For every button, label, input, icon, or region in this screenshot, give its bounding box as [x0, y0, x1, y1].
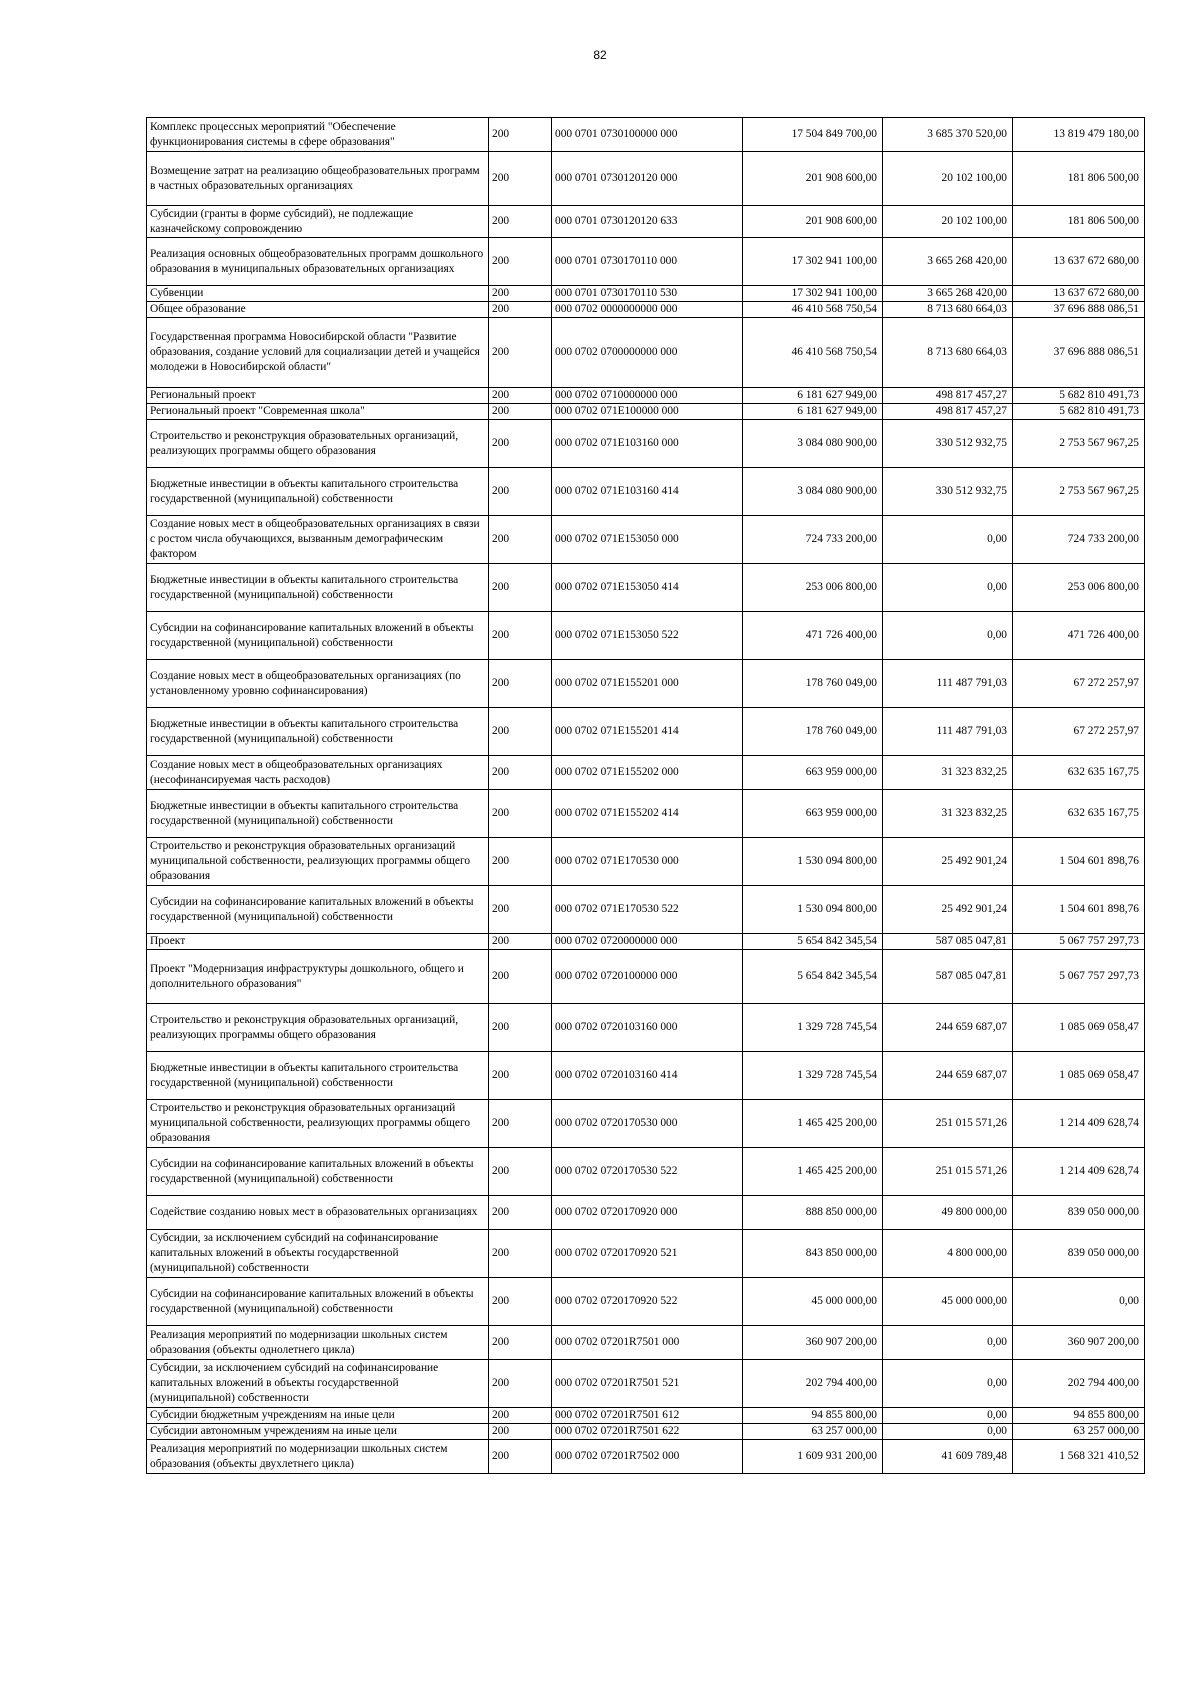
row-budget-code: 000 0702 071Е153050 522	[552, 612, 743, 660]
row-remaining-amount: 1 085 069 058,47	[1013, 1004, 1145, 1052]
row-executed-amount: 111 487 791,03	[883, 660, 1013, 708]
row-budget-code: 000 0702 071Е155201 414	[552, 708, 743, 756]
row-budget-code: 000 0701 0730100000 000	[552, 118, 743, 152]
row-admin-code: 200	[489, 1148, 552, 1196]
row-remaining-amount: 0,00	[1013, 1278, 1145, 1326]
row-admin-code: 200	[489, 318, 552, 388]
row-admin-code: 200	[489, 468, 552, 516]
row-admin-code: 200	[489, 1424, 552, 1440]
row-approved-amount: 5 654 842 345,54	[743, 934, 883, 950]
table-row	[147, 238, 1145, 286]
row-executed-amount: 587 085 047,81	[883, 950, 1013, 1004]
row-executed-amount: 25 492 901,24	[883, 838, 1013, 886]
row-executed-amount: 8 713 680 664,03	[883, 318, 1013, 388]
table-row	[147, 708, 1145, 756]
table-row	[147, 1004, 1145, 1052]
row-executed-amount: 0,00	[883, 1326, 1013, 1360]
page-number: 82	[593, 48, 607, 62]
row-remaining-amount: 37 696 888 086,51	[1013, 302, 1145, 318]
row-approved-amount: 471 726 400,00	[743, 612, 883, 660]
budget-table	[146, 117, 1145, 1474]
table-row	[147, 1408, 1145, 1424]
row-remaining-amount: 1 504 601 898,76	[1013, 886, 1145, 934]
row-admin-code: 200	[489, 1230, 552, 1278]
row-budget-code: 000 0702 071Е103160 414	[552, 468, 743, 516]
row-admin-code: 200	[489, 420, 552, 468]
row-executed-amount: 0,00	[883, 1360, 1013, 1408]
row-approved-amount: 843 850 000,00	[743, 1230, 883, 1278]
table-row	[147, 1326, 1145, 1360]
row-remaining-amount: 2 753 567 967,25	[1013, 468, 1145, 516]
row-description: Бюджетные инвестиции в объекты капитального строительства государственной (муниципальной) собственности	[147, 790, 489, 838]
row-description: Строительство и реконструкция образовательных организаций муниципальной собственности, реализующих программы общего образования	[147, 1100, 489, 1148]
row-budget-code: 000 0702 0720100000 000	[552, 950, 743, 1004]
row-executed-amount: 25 492 901,24	[883, 886, 1013, 934]
row-description: Содействие созданию новых мест в образовательных организациях	[147, 1196, 489, 1230]
row-approved-amount: 724 733 200,00	[743, 516, 883, 564]
row-admin-code: 200	[489, 302, 552, 318]
row-budget-code: 000 0702 07201R7502 000	[552, 1440, 743, 1474]
row-remaining-amount: 632 635 167,75	[1013, 790, 1145, 838]
row-remaining-amount: 724 733 200,00	[1013, 516, 1145, 564]
row-budget-code: 000 0702 071Е155202 000	[552, 756, 743, 790]
row-approved-amount: 201 908 600,00	[743, 206, 883, 238]
row-description: Создание новых мест в общеобразовательных организациях в связи с ростом числа обучающихся, вызванным демографическим фактором	[147, 516, 489, 564]
row-approved-amount: 17 504 849 700,00	[743, 118, 883, 152]
row-admin-code: 200	[489, 1360, 552, 1408]
table-row	[147, 318, 1145, 388]
row-budget-code: 000 0702 071Е100000 000	[552, 404, 743, 420]
row-executed-amount: 20 102 100,00	[883, 206, 1013, 238]
table-row	[147, 1196, 1145, 1230]
table-row	[147, 420, 1145, 468]
row-executed-amount: 111 487 791,03	[883, 708, 1013, 756]
row-description: Строительство и реконструкция образовательных организаций, реализующих программы общего образования	[147, 420, 489, 468]
table-row	[147, 934, 1145, 950]
row-remaining-amount: 5 067 757 297,73	[1013, 950, 1145, 1004]
row-executed-amount: 49 800 000,00	[883, 1196, 1013, 1230]
row-executed-amount: 0,00	[883, 564, 1013, 612]
row-admin-code: 200	[489, 886, 552, 934]
row-description: Субсидии на софинансирование капитальных вложений в объекты государственной (муниципальной) собственности	[147, 886, 489, 934]
row-budget-code: 000 0702 07201R7501 000	[552, 1326, 743, 1360]
table-row	[147, 118, 1145, 152]
row-executed-amount: 330 512 932,75	[883, 420, 1013, 468]
row-remaining-amount: 67 272 257,97	[1013, 660, 1145, 708]
table-body	[147, 118, 1145, 1474]
row-description: Реализация мероприятий по модернизации школьных систем образования (объекты двухлетнего цикла)	[147, 1440, 489, 1474]
row-remaining-amount: 13 819 479 180,00	[1013, 118, 1145, 152]
row-approved-amount: 360 907 200,00	[743, 1326, 883, 1360]
row-admin-code: 200	[489, 660, 552, 708]
row-admin-code: 200	[489, 404, 552, 420]
row-executed-amount: 0,00	[883, 1408, 1013, 1424]
row-admin-code: 200	[489, 238, 552, 286]
row-admin-code: 200	[489, 1100, 552, 1148]
row-description: Субсидии бюджетным учреждениям на иные цели	[147, 1408, 489, 1424]
row-executed-amount: 3 665 268 420,00	[883, 238, 1013, 286]
table-row	[147, 1148, 1145, 1196]
row-executed-amount: 498 817 457,27	[883, 388, 1013, 404]
row-remaining-amount: 181 806 500,00	[1013, 206, 1145, 238]
row-description: Реализация мероприятий по модернизации школьных систем образования (объекты однолетнего цикла)	[147, 1326, 489, 1360]
row-executed-amount: 0,00	[883, 516, 1013, 564]
row-executed-amount: 8 713 680 664,03	[883, 302, 1013, 318]
row-approved-amount: 1 329 728 745,54	[743, 1052, 883, 1100]
row-approved-amount: 1 465 425 200,00	[743, 1100, 883, 1148]
row-budget-code: 000 0702 0720000000 000	[552, 934, 743, 950]
row-admin-code: 200	[489, 708, 552, 756]
row-approved-amount: 46 410 568 750,54	[743, 302, 883, 318]
row-description: Региональный проект "Современная школа"	[147, 404, 489, 420]
table-row	[147, 206, 1145, 238]
row-budget-code: 000 0702 07201R7501 622	[552, 1424, 743, 1440]
row-admin-code: 200	[489, 838, 552, 886]
row-admin-code: 200	[489, 564, 552, 612]
row-approved-amount: 6 181 627 949,00	[743, 388, 883, 404]
row-admin-code: 200	[489, 516, 552, 564]
table-row	[147, 404, 1145, 420]
row-budget-code: 000 0702 0720170920 000	[552, 1196, 743, 1230]
row-remaining-amount: 13 637 672 680,00	[1013, 286, 1145, 302]
row-description: Возмещение затрат на реализацию общеобразовательных программ в частных образовательных организациях	[147, 152, 489, 206]
row-admin-code: 200	[489, 118, 552, 152]
row-description: Создание новых мест в общеобразовательных организациях (по установленному уровню софинансирования)	[147, 660, 489, 708]
row-description: Субсидии на софинансирование капитальных вложений в объекты государственной (муниципальной) собственности	[147, 1148, 489, 1196]
row-approved-amount: 94 855 800,00	[743, 1408, 883, 1424]
row-budget-code: 000 0701 0730170110 530	[552, 286, 743, 302]
table-row	[147, 1100, 1145, 1148]
table-row	[147, 388, 1145, 404]
row-budget-code: 000 0702 0720170920 522	[552, 1278, 743, 1326]
row-admin-code: 200	[489, 1440, 552, 1474]
row-description: Строительство и реконструкция образовательных организаций, реализующих программы общего образования	[147, 1004, 489, 1052]
row-approved-amount: 663 959 000,00	[743, 756, 883, 790]
row-description: Проект "Модернизация инфраструктуры дошкольного, общего и дополнительного образования"	[147, 950, 489, 1004]
table-row	[147, 152, 1145, 206]
row-description: Проект	[147, 934, 489, 950]
row-remaining-amount: 839 050 000,00	[1013, 1230, 1145, 1278]
row-budget-code: 000 0702 0720170920 521	[552, 1230, 743, 1278]
row-approved-amount: 6 181 627 949,00	[743, 404, 883, 420]
table-row	[147, 1230, 1145, 1278]
row-executed-amount: 330 512 932,75	[883, 468, 1013, 516]
row-admin-code: 200	[489, 152, 552, 206]
row-approved-amount: 1 609 931 200,00	[743, 1440, 883, 1474]
row-executed-amount: 4 800 000,00	[883, 1230, 1013, 1278]
row-admin-code: 200	[489, 1196, 552, 1230]
row-executed-amount: 45 000 000,00	[883, 1278, 1013, 1326]
row-admin-code: 200	[489, 756, 552, 790]
table-row	[147, 1052, 1145, 1100]
row-approved-amount: 253 006 800,00	[743, 564, 883, 612]
row-remaining-amount: 253 006 800,00	[1013, 564, 1145, 612]
row-description: Реализация основных общеобразовательных программ дошкольного образования в муниципальных образовательных организациях	[147, 238, 489, 286]
row-budget-code: 000 0702 071Е170530 000	[552, 838, 743, 886]
table-row	[147, 302, 1145, 318]
row-executed-amount: 251 015 571,26	[883, 1148, 1013, 1196]
row-executed-amount: 31 323 832,25	[883, 790, 1013, 838]
row-budget-code: 000 0702 0720170530 522	[552, 1148, 743, 1196]
table-row	[147, 1440, 1145, 1474]
row-executed-amount: 3 685 370 520,00	[883, 118, 1013, 152]
row-description: Строительство и реконструкция образовательных организаций муниципальной собственности, реализующих программы общего образования	[147, 838, 489, 886]
row-description: Бюджетные инвестиции в объекты капитального строительства государственной (муниципальной) собственности	[147, 708, 489, 756]
table-row	[147, 612, 1145, 660]
row-admin-code: 200	[489, 388, 552, 404]
row-executed-amount: 41 609 789,48	[883, 1440, 1013, 1474]
row-remaining-amount: 202 794 400,00	[1013, 1360, 1145, 1408]
row-remaining-amount: 360 907 200,00	[1013, 1326, 1145, 1360]
row-budget-code: 000 0702 071Е155201 000	[552, 660, 743, 708]
row-budget-code: 000 0702 07201R7501 521	[552, 1360, 743, 1408]
row-approved-amount: 17 302 941 100,00	[743, 238, 883, 286]
row-description: Субсидии на софинансирование капитальных вложений в объекты государственной (муниципальной) собственности	[147, 1278, 489, 1326]
row-executed-amount: 498 817 457,27	[883, 404, 1013, 420]
row-description: Субсидии, за исключением субсидий на софинансирование капитальных вложений в объекты государственной (муниципальной) собственности	[147, 1360, 489, 1408]
row-description: Государственная программа Новосибирской области "Развитие образования, создание условий для социализации детей и учащейся молодежи в Новосибирской области"	[147, 318, 489, 388]
row-budget-code: 000 0702 071Е103160 000	[552, 420, 743, 468]
row-description: Субвенции	[147, 286, 489, 302]
table-row	[147, 838, 1145, 886]
table-row	[147, 1278, 1145, 1326]
row-admin-code: 200	[489, 1052, 552, 1100]
row-budget-code: 000 0702 0000000000 000	[552, 302, 743, 318]
row-description: Субсидии на софинансирование капитальных вложений в объекты государственной (муниципальной) собственности	[147, 612, 489, 660]
row-approved-amount: 663 959 000,00	[743, 790, 883, 838]
row-budget-code: 000 0701 0730120120 633	[552, 206, 743, 238]
table-row	[147, 564, 1145, 612]
row-approved-amount: 3 084 080 900,00	[743, 468, 883, 516]
row-admin-code: 200	[489, 950, 552, 1004]
table-row	[147, 516, 1145, 564]
table-row	[147, 660, 1145, 708]
row-remaining-amount: 1 504 601 898,76	[1013, 838, 1145, 886]
row-executed-amount: 244 659 687,07	[883, 1004, 1013, 1052]
row-remaining-amount: 5 682 810 491,73	[1013, 388, 1145, 404]
row-remaining-amount: 632 635 167,75	[1013, 756, 1145, 790]
table-row	[147, 468, 1145, 516]
row-approved-amount: 202 794 400,00	[743, 1360, 883, 1408]
row-executed-amount: 244 659 687,07	[883, 1052, 1013, 1100]
row-budget-code: 000 0702 071Е153050 414	[552, 564, 743, 612]
row-approved-amount: 46 410 568 750,54	[743, 318, 883, 388]
row-description: Бюджетные инвестиции в объекты капитального строительства государственной (муниципальной) собственности	[147, 468, 489, 516]
row-approved-amount: 1 530 094 800,00	[743, 838, 883, 886]
row-executed-amount: 3 665 268 420,00	[883, 286, 1013, 302]
table-row	[147, 1424, 1145, 1440]
table-row	[147, 790, 1145, 838]
row-approved-amount: 1 329 728 745,54	[743, 1004, 883, 1052]
row-remaining-amount: 1 214 409 628,74	[1013, 1148, 1145, 1196]
row-description: Комплекс процессных мероприятий "Обеспечение функционирования системы в сфере образования"	[147, 118, 489, 152]
row-remaining-amount: 2 753 567 967,25	[1013, 420, 1145, 468]
row-approved-amount: 888 850 000,00	[743, 1196, 883, 1230]
row-executed-amount: 31 323 832,25	[883, 756, 1013, 790]
row-admin-code: 200	[489, 1004, 552, 1052]
row-executed-amount: 20 102 100,00	[883, 152, 1013, 206]
row-remaining-amount: 1 214 409 628,74	[1013, 1100, 1145, 1148]
row-budget-code: 000 0702 0720103160 000	[552, 1004, 743, 1052]
row-admin-code: 200	[489, 1408, 552, 1424]
row-approved-amount: 201 908 600,00	[743, 152, 883, 206]
row-approved-amount: 17 302 941 100,00	[743, 286, 883, 302]
table-row	[147, 1360, 1145, 1408]
row-executed-amount: 587 085 047,81	[883, 934, 1013, 950]
row-remaining-amount: 5 682 810 491,73	[1013, 404, 1145, 420]
row-admin-code: 200	[489, 612, 552, 660]
row-budget-code: 000 0702 0720170530 000	[552, 1100, 743, 1148]
row-description: Бюджетные инвестиции в объекты капитального строительства государственной (муниципальной) собственности	[147, 564, 489, 612]
row-executed-amount: 0,00	[883, 1424, 1013, 1440]
row-admin-code: 200	[489, 790, 552, 838]
row-admin-code: 200	[489, 1326, 552, 1360]
row-budget-code: 000 0702 0720103160 414	[552, 1052, 743, 1100]
row-budget-code: 000 0702 0700000000 000	[552, 318, 743, 388]
row-budget-code: 000 0701 0730120120 000	[552, 152, 743, 206]
row-remaining-amount: 471 726 400,00	[1013, 612, 1145, 660]
row-approved-amount: 3 084 080 900,00	[743, 420, 883, 468]
row-budget-code: 000 0702 0710000000 000	[552, 388, 743, 404]
row-approved-amount: 1 530 094 800,00	[743, 886, 883, 934]
row-executed-amount: 251 015 571,26	[883, 1100, 1013, 1148]
row-description: Субсидии, за исключением субсидий на софинансирование капитальных вложений в объекты государственной (муниципальной) собственности	[147, 1230, 489, 1278]
row-remaining-amount: 1 568 321 410,52	[1013, 1440, 1145, 1474]
row-approved-amount: 45 000 000,00	[743, 1278, 883, 1326]
table-row	[147, 286, 1145, 302]
row-remaining-amount: 839 050 000,00	[1013, 1196, 1145, 1230]
row-description: Субсидии автономным учреждениям на иные цели	[147, 1424, 489, 1440]
row-budget-code: 000 0702 071Е155202 414	[552, 790, 743, 838]
row-remaining-amount: 94 855 800,00	[1013, 1408, 1145, 1424]
row-description: Субсидии (гранты в форме субсидий), не подлежащие казначейскому сопровождению	[147, 206, 489, 238]
row-admin-code: 200	[489, 934, 552, 950]
row-description: Общее образование	[147, 302, 489, 318]
row-description: Региональный проект	[147, 388, 489, 404]
row-remaining-amount: 37 696 888 086,51	[1013, 318, 1145, 388]
row-admin-code: 200	[489, 1278, 552, 1326]
row-budget-code: 000 0702 07201R7501 612	[552, 1408, 743, 1424]
row-executed-amount: 0,00	[883, 612, 1013, 660]
row-description: Бюджетные инвестиции в объекты капитального строительства государственной (муниципальной) собственности	[147, 1052, 489, 1100]
row-approved-amount: 63 257 000,00	[743, 1424, 883, 1440]
row-approved-amount: 1 465 425 200,00	[743, 1148, 883, 1196]
row-remaining-amount: 67 272 257,97	[1013, 708, 1145, 756]
row-remaining-amount: 5 067 757 297,73	[1013, 934, 1145, 950]
table-row	[147, 886, 1145, 934]
row-admin-code: 200	[489, 206, 552, 238]
row-remaining-amount: 13 637 672 680,00	[1013, 238, 1145, 286]
row-remaining-amount: 181 806 500,00	[1013, 152, 1145, 206]
row-admin-code: 200	[489, 286, 552, 302]
row-budget-code: 000 0702 071Е153050 000	[552, 516, 743, 564]
row-budget-code: 000 0701 0730170110 000	[552, 238, 743, 286]
row-remaining-amount: 63 257 000,00	[1013, 1424, 1145, 1440]
table-row	[147, 756, 1145, 790]
row-remaining-amount: 1 085 069 058,47	[1013, 1052, 1145, 1100]
row-budget-code: 000 0702 071Е170530 522	[552, 886, 743, 934]
row-approved-amount: 178 760 049,00	[743, 660, 883, 708]
table-row	[147, 950, 1145, 1004]
row-approved-amount: 5 654 842 345,54	[743, 950, 883, 1004]
row-description: Создание новых мест в общеобразовательных организациях (несофинансируемая часть расходов)	[147, 756, 489, 790]
row-approved-amount: 178 760 049,00	[743, 708, 883, 756]
